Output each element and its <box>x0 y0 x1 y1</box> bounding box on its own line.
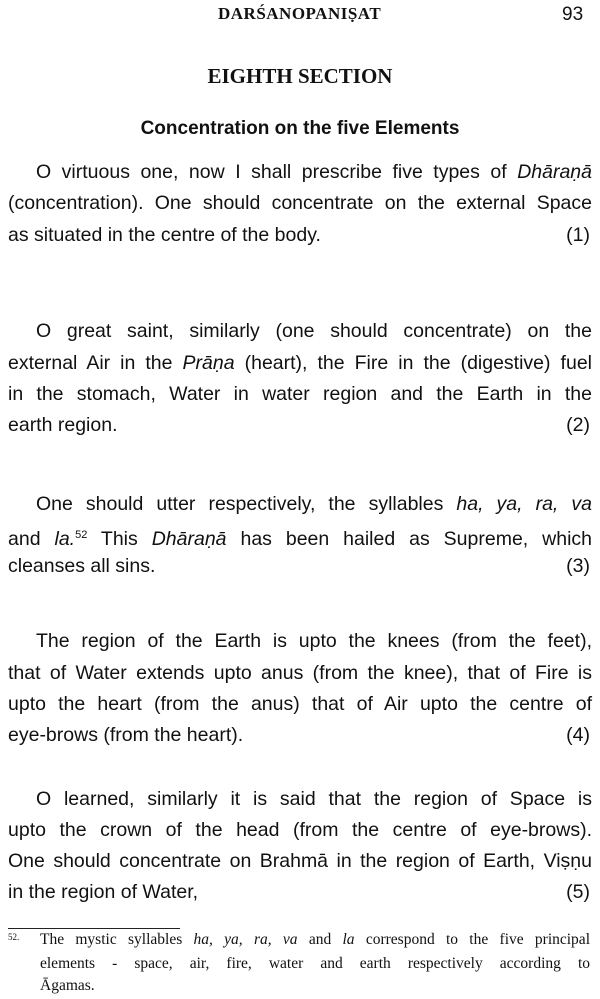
footnote-line-3 <box>40 975 590 997</box>
footnote-reference: 52 <box>75 529 88 541</box>
text-run: This <box>87 528 152 550</box>
text-run: One should utter respectively, the syllables <box>36 493 457 515</box>
running-head <box>0 4 600 26</box>
text-run: O virtuous one, now I shall prescribe five types of <box>36 161 518 183</box>
text-run: upto the crown of the head (from the centre of eye-brows). <box>8 819 592 841</box>
verse-1-line-3 <box>8 220 592 250</box>
text-run: O learned, similarly it is said that the region of Space is <box>36 788 592 810</box>
text-run: and <box>297 931 343 948</box>
footnote-line-2 <box>40 953 590 975</box>
verse-3-line-1 <box>36 489 592 519</box>
text-run: (heart), the Fire in the (digestive) fuel <box>234 352 592 374</box>
text-run: elements - space, air, fire, water and earth respectively according to <box>40 955 590 972</box>
text-run: upto the heart (from the anus) that of Air upto the centre of <box>8 693 592 715</box>
verse-2-line-3 <box>8 379 592 409</box>
text-run: in the stomach, Water in water region and the Earth in the <box>8 383 592 405</box>
verse-3-line-2 <box>8 520 592 550</box>
italic-term: Dhāraṇā <box>517 161 592 183</box>
text-run: One should concentrate on Brahmā in the region of Earth, Viṣṇu <box>8 850 592 872</box>
text-run: that of Water extends upto anus (from the knee), that of Fire is <box>8 662 592 684</box>
italic-term: Dhāraṇā <box>151 528 227 550</box>
verse-5-line-3 <box>8 846 592 876</box>
text-run: has been hailed as Supreme, which <box>226 528 593 550</box>
verse-3-line-3 <box>8 551 592 581</box>
italic-term: la <box>342 931 355 948</box>
section-title: EIGHTH SECTION <box>207 64 393 88</box>
verse-2-line-1 <box>36 316 592 346</box>
page-number: 93 <box>562 4 584 25</box>
running-title: DARŚANOPANIṢAT <box>218 4 382 23</box>
verse-2-line-4 <box>8 410 592 440</box>
verse-4-line-3 <box>8 689 592 719</box>
footnote-line-1 <box>40 929 590 951</box>
verse-number: (2) <box>566 414 590 436</box>
verse-1-line-1 <box>36 157 592 187</box>
verse-5-line-1 <box>36 784 592 814</box>
text-run: The region of the Earth is upto the knees (from the feet), <box>36 630 592 652</box>
verse-number: (1) <box>566 224 590 246</box>
verse-2-line-2 <box>8 348 592 378</box>
verse-4-line-1 <box>36 626 592 656</box>
verse-number: (5) <box>566 881 590 903</box>
footnote-marker: 52. <box>8 932 20 942</box>
verse-number: (4) <box>566 724 590 746</box>
text-run: cleanses all sins. <box>8 555 156 577</box>
verse-5-line-4 <box>8 877 592 907</box>
text-run: O great saint, similarly (one should concentrate) on the <box>36 320 592 342</box>
text-run: external Air in the <box>8 352 183 374</box>
text-run: The mystic syllables <box>40 931 194 948</box>
verse-1-line-2 <box>8 188 592 218</box>
text-run: correspond to the five principal <box>354 931 590 948</box>
verse-5-line-2 <box>8 815 592 845</box>
text-run: eye-brows (from the heart). <box>8 724 244 746</box>
italic-term: ha, ya, ra, va <box>193 931 298 948</box>
text-run: Āgamas. <box>40 977 95 994</box>
text-run: earth region. <box>8 414 118 436</box>
italic-term: ha, ya, ra, va <box>456 493 592 515</box>
verse-4-line-4 <box>8 720 592 750</box>
italic-term: la. <box>54 528 76 550</box>
text-run: and <box>8 528 55 550</box>
verse-4-line-2 <box>8 658 592 688</box>
verse-number: (3) <box>566 555 590 577</box>
text-run: (concentration). One should concentrate on the external Space <box>8 192 592 214</box>
text-run: in the region of Water, <box>8 881 199 903</box>
italic-term: Prāṇa <box>182 352 235 374</box>
text-run: as situated in the centre of the body. <box>8 224 321 246</box>
subsection-title: Concentration on the five Elements <box>140 118 460 139</box>
